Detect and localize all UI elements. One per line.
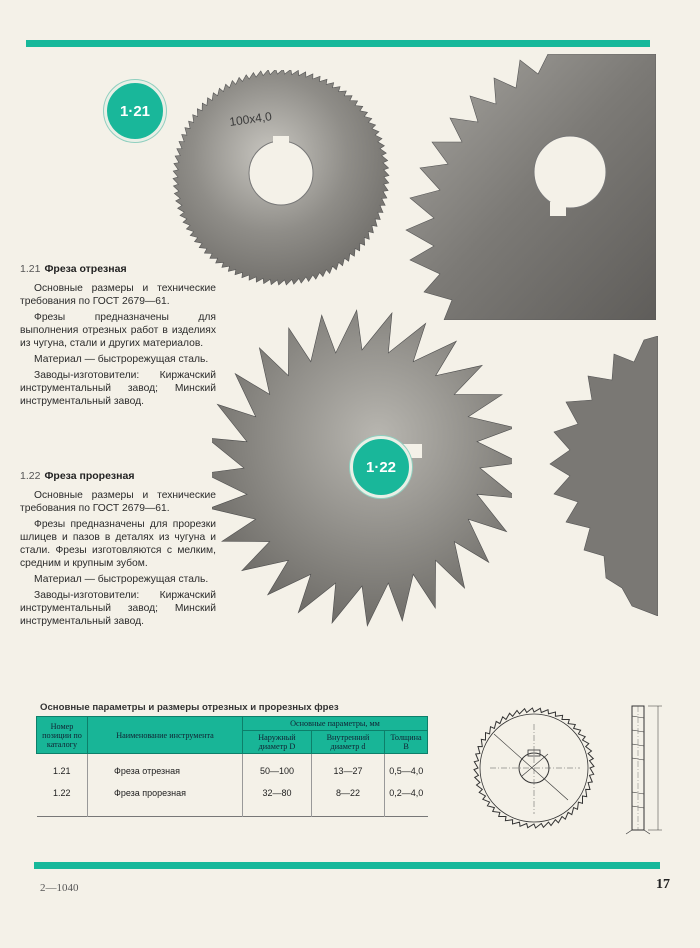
section-1-21 <box>20 263 216 411</box>
section-title: Фреза прорезная <box>44 470 135 482</box>
table-row <box>37 754 428 783</box>
cell-inner: 13—27 <box>311 754 384 783</box>
header-thickness: Толщина B <box>385 731 428 754</box>
header-params: Основные параметры, мм <box>243 717 428 731</box>
print-signature: 2—1040 <box>40 882 79 894</box>
section-paragraph: Материал — быстрорежущая сталь. <box>34 574 209 585</box>
cell-no: 1.21 <box>52 766 71 776</box>
partial-saw-photo <box>548 336 658 616</box>
cell-inner: 8—22 <box>311 782 384 817</box>
table-row <box>37 782 428 817</box>
section-heading <box>20 263 216 276</box>
cell-outer: 32—80 <box>243 782 312 817</box>
header-catalog-no: Номер позиции по каталогу <box>37 717 88 754</box>
technical-drawing <box>470 696 670 844</box>
cell-outer: 50—100 <box>243 754 312 783</box>
badge-1-22: 1·22 <box>350 436 412 498</box>
cell-name: Фреза отрезная <box>88 754 243 783</box>
section-paragraph: Заводы-изготовители: Киржачский инструментальный завод; Минский инструментальный завод. <box>20 370 216 407</box>
header-name: Наименование инструмента <box>88 717 243 754</box>
section-paragraph: Заводы-изготовители: Киржачский инструментальный завод; Минский инструментальный завод. <box>20 590 216 627</box>
section-paragraph: Материал — быстрорежущая сталь. <box>34 354 209 365</box>
large-saw-photo <box>404 54 656 320</box>
header-outer-diameter: Наружный диаметр D <box>243 731 312 754</box>
cell-name: Фреза прорезная <box>88 782 243 817</box>
header-inner-diameter: Внутренний диаметр d <box>311 731 384 754</box>
disk-marking: 100x4,0 <box>228 109 273 129</box>
section-paragraph: Фрезы предназначены для прорезки шлицев и пазов в деталях из чугуна и стали. Фрезы изготовляются с мелким, средним и крупным зубом. <box>20 519 216 569</box>
section-1-22 <box>20 470 216 631</box>
badge-1-21: 1·21 <box>104 80 166 142</box>
cell-thickness: 0,2—4,0 <box>385 782 428 817</box>
section-title: Фреза отрезная <box>44 263 127 275</box>
section-paragraph: Фрезы предназначены для выполнения отрезных работ в изделиях из чугуна, стали и других материалов. <box>20 312 216 349</box>
section-heading <box>20 470 216 483</box>
cell-thickness: 0,5—4,0 <box>385 754 428 783</box>
top-rule <box>26 40 650 47</box>
table-title: Основные параметры и размеры отрезных и прорезных фрез <box>40 702 339 713</box>
section-paragraph: Основные размеры и технические требования по ГОСТ 2679—61. <box>20 283 216 307</box>
parameters-table <box>36 716 428 817</box>
section-number: 1.21 <box>20 263 41 275</box>
bottom-rule <box>34 862 660 869</box>
page-number: 17 <box>656 877 670 892</box>
section-number: 1.22 <box>20 470 41 482</box>
cell-no: 1.22 <box>52 788 71 798</box>
section-paragraph: Основные размеры и технические требования по ГОСТ 2679—61. <box>20 490 216 514</box>
cutoff-saw-photo <box>168 70 400 290</box>
